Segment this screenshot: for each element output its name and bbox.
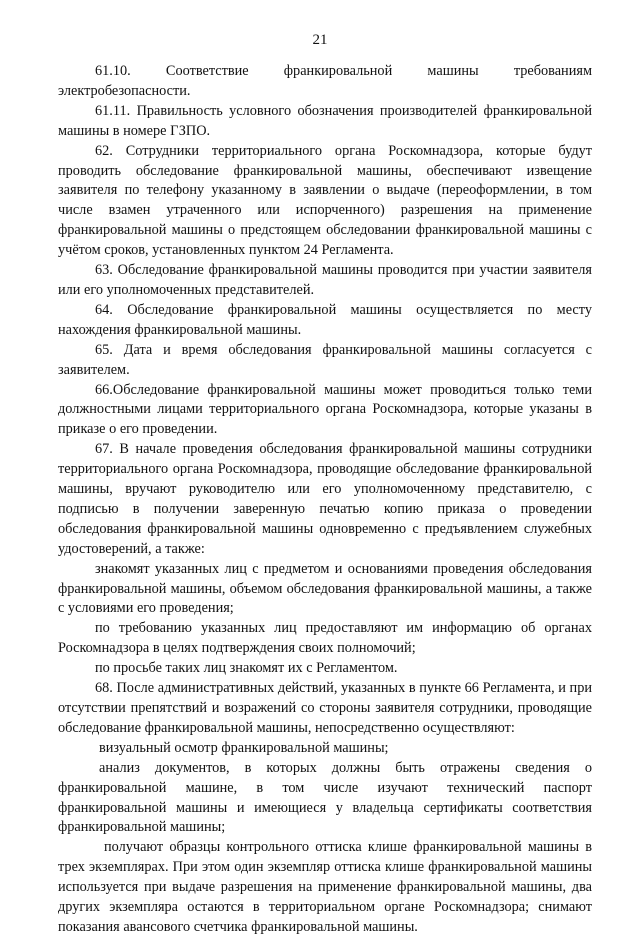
paragraph-61-10: 61.10. Соответствие франкировальной машины требованиям электробезопасности.: [58, 63, 592, 99]
paragraph-62: 62. Сотрудники территориального органа Роскомнадзора, которые будут проводить обследование франкировальной машины, обеспечивают извещение заявителя по телефону указанному в заявлении о выдаче (переоформлении, в том числе взамен утраченного или испорченного) разрешения на применение франкировальной машины о предстоящем обследовании франкировальной машины с учётом сроков, установленных пунктом 24 Регламента.: [58, 142, 592, 259]
document-body: [58, 62, 592, 938]
paragraph-64: 64. Обследование франкировальной машины осуществляется по месту нахождения франкировальной машины.: [58, 301, 592, 338]
page-number: 21: [312, 32, 328, 48]
paragraph-67-regulation: по просьбе таких лиц знакомят их с Регламентом.: [95, 660, 398, 677]
paragraph-67-familiarize: знакомят указанных лиц с предметом и основаниями проведения обследования франкировальной машины, объемом обследования франкировальной машины, а также с условиями его проведения;: [58, 560, 592, 617]
paragraph-67-inform: по требованию указанных лиц предоставляют им информацию об органах Роскомнадзора в целях подтверждения своих полномочий;: [58, 620, 592, 657]
paragraph-68-document-analysis: анализ документов, в которых должны быть отражены сведения о франкировальной машине, в том числе изучают технический паспорт франкировальной машины и имеющиеся у владельца сертификаты соответствия франкировальной машины;: [58, 759, 592, 836]
paragraph-66: 66.Обследование франкировальной машины может проводиться только теми должностными лицами территориального органа Роскомнадзора, которые указаны в приказе о его проведении.: [58, 381, 592, 438]
paragraph-68-visual-inspection: визуальный осмотр франкировальной машины;: [99, 739, 389, 756]
paragraph-67: 67. В начале проведения обследования франкировальной машины сотрудники территориального органа Роскомнадзора, проводящие обследование франкировальной машины, вручают руководителю или его уполномоченному представителю, с подписью в получении заверенную печатью копию приказа о проведении обследования франкировальной машины одновременно с предъявлением служебных удостоверений, а также:: [58, 441, 592, 557]
paragraph-68: 68. После административных действий, указанных в пункте 66 Регламента, и при отсутствии препятствий и возражений со стороны заявителя сотрудники, проводящие обследование франкировальной машины, непосредственно осуществляют:: [58, 680, 592, 736]
paragraph-65: 65. Дата и время обследования франкировальной машины согласуется с заявителем.: [58, 341, 592, 378]
paragraph-68-samples: получают образцы контрольного оттиска клише франкировальной машины в трех экземплярах. При этом один экземпляр оттиска клише франкировальной машины используется при выдаче разрешения на применение франкировальной машины, два других экземпляра остаются в территориальном органе Роскомнадзора; снимают показания авансового счетчика франкировальной машины.: [58, 839, 592, 935]
paragraph-61-11: 61.11. Правильность условного обозначения производителей франкировальной машины в номере ГЗПО.: [58, 102, 592, 139]
paragraph-63: 63. Обследование франкировальной машины проводится при участии заявителя или его уполномоченных представителей.: [58, 262, 592, 298]
